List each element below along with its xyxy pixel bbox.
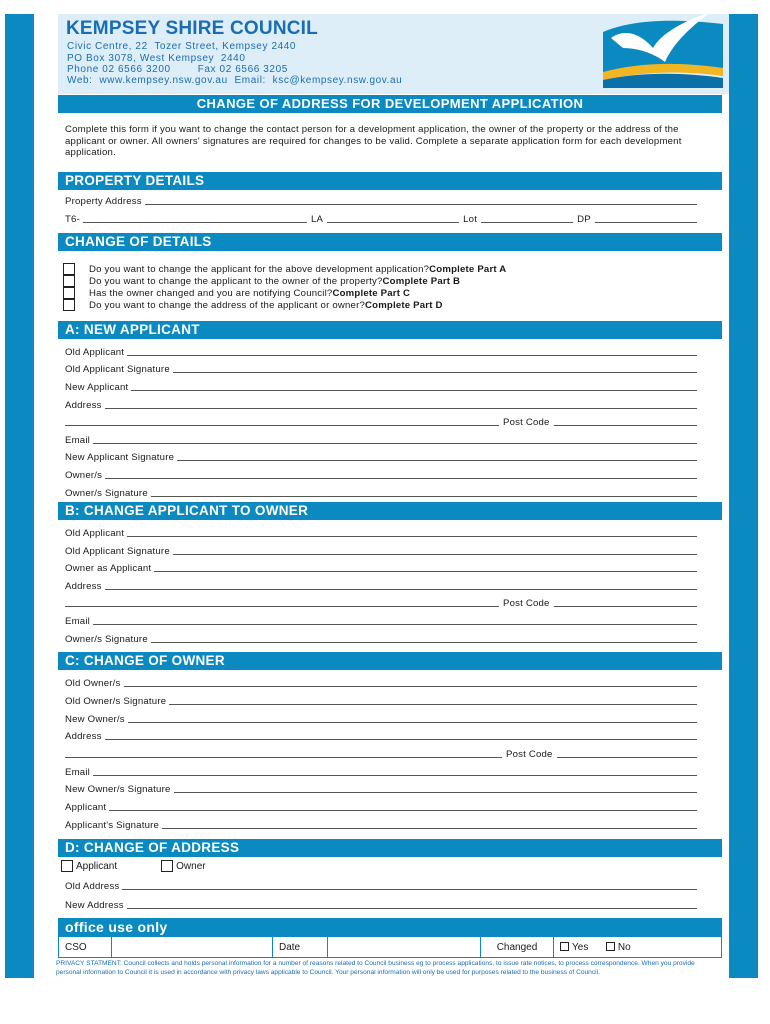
old-applicant-field[interactable]: Old Applicant xyxy=(65,526,697,539)
header-line: PO Box 3078, West Kempsey 2440 xyxy=(67,53,246,64)
checkbox[interactable] xyxy=(63,287,75,299)
header-line: Civic Centre, 22 Tozer Street, Kempsey 2440 xyxy=(67,41,297,52)
address-postcode-field[interactable]: Post Code xyxy=(65,415,697,428)
new-address-field[interactable]: New Address xyxy=(65,898,697,911)
section-change-of-details: CHANGE OF DETAILS xyxy=(58,233,722,251)
cso-label: CSO xyxy=(59,937,112,958)
field-label: Lot xyxy=(463,214,478,225)
address-field[interactable]: Address xyxy=(65,729,697,742)
form-title: CHANGE OF ADDRESS FOR DEVELOPMENT APPLICATION xyxy=(58,95,722,113)
section-part-a: A: NEW APPLICANT xyxy=(58,321,722,339)
section-part-d: D: CHANGE OF ADDRESS xyxy=(58,839,722,857)
email-field[interactable]: Email xyxy=(65,614,697,627)
change-option[interactable]: Do you want to change the applicant for the above development application? Complete Part A xyxy=(63,263,713,275)
applicant-field[interactable]: Applicant xyxy=(65,800,697,813)
office-use-table xyxy=(58,936,722,958)
council-name: KEMPSEY SHIRE COUNCIL xyxy=(66,18,318,39)
old-applicant-signature-field[interactable]: Old Applicant Signature xyxy=(65,544,697,557)
old-owners-field[interactable]: Old Owner/s xyxy=(65,676,697,689)
property-address-field[interactable] xyxy=(65,194,697,207)
email-field[interactable]: Email xyxy=(65,433,697,446)
privacy-statement: PRIVACY STATMENT: Council collects and holds personal information for a number of reasons related to Council business eg to process applications, to issue rate notices, to process correspondence. When you provide personal information to Council it is used in accordance with privacy laws applicable to Council. Your personal information will only be used for purposes related to the business of Council. xyxy=(56,960,695,976)
no-checkbox[interactable] xyxy=(606,942,615,951)
cso-cell[interactable] xyxy=(112,937,273,958)
applicant-checkbox[interactable] xyxy=(61,860,73,872)
property-lot-fields[interactable] xyxy=(65,212,697,225)
left-margin-bar xyxy=(5,14,34,978)
council-logo-icon xyxy=(601,14,726,88)
part-d-options xyxy=(61,860,206,872)
new-applicant-field[interactable]: New Applicant xyxy=(65,380,697,393)
applicant-checkbox-label: Applicant xyxy=(76,860,118,872)
section-part-b: B: CHANGE APPLICANT TO OWNER xyxy=(58,502,722,520)
intro-text: Complete this form if you want to change the contact person for a development application, the owner of the property or the address of the applicant or owner. All owners' signatures are required for changes to be valid. Complete a separate application form for each development application. xyxy=(65,124,682,159)
new-owners-field[interactable]: New Owner/s xyxy=(65,712,697,725)
section-property-details: PROPERTY DETAILS xyxy=(58,172,722,190)
date-label: Date xyxy=(273,937,328,958)
field-label: DP xyxy=(577,214,591,225)
field-label: T6- xyxy=(65,214,80,225)
section-part-c: C: CHANGE OF OWNER xyxy=(58,652,722,670)
checkbox[interactable] xyxy=(63,275,75,287)
new-applicant-signature-field[interactable]: New Applicant Signature xyxy=(65,450,697,463)
council-header xyxy=(58,14,729,94)
field-label: Property Address xyxy=(65,196,142,207)
change-option[interactable]: Do you want to change the applicant to the owner of the property? Complete Part B xyxy=(63,275,713,287)
form-page xyxy=(34,14,729,978)
yes-checkbox[interactable] xyxy=(560,942,569,951)
old-applicant-signature-field[interactable]: Old Applicant Signature xyxy=(65,362,697,375)
owner-checkbox-label: Owner xyxy=(176,860,206,872)
address-field[interactable]: Address xyxy=(65,398,697,411)
owner-checkbox[interactable] xyxy=(161,860,173,872)
date-cell[interactable] xyxy=(328,937,481,958)
owners-field[interactable]: Owner/s xyxy=(65,468,697,481)
old-owners-signature-field[interactable]: Old Owner/s Signature xyxy=(65,694,697,707)
address-postcode-field[interactable]: Post Code xyxy=(65,596,697,609)
checkbox[interactable] xyxy=(63,299,75,311)
changed-options: Yes No xyxy=(554,937,722,958)
address-field[interactable]: Address xyxy=(65,579,697,592)
right-margin-bar xyxy=(729,14,758,978)
owner-as-applicant-field[interactable]: Owner as Applicant xyxy=(65,561,697,574)
header-line: Phone 02 6566 3200 Fax 02 6566 3205 xyxy=(67,64,288,75)
field-label: LA xyxy=(311,214,324,225)
changed-label: Changed xyxy=(481,937,554,958)
change-option[interactable]: Has the owner changed and you are notifying Council? Complete Part C xyxy=(63,287,713,299)
new-owners-signature-field[interactable]: New Owner/s Signature xyxy=(65,782,697,795)
old-address-field[interactable]: Old Address xyxy=(65,879,697,892)
change-option[interactable]: Do you want to change the address of the applicant or owner? Complete Part D xyxy=(63,299,713,311)
address-postcode-field[interactable]: Post Code xyxy=(65,747,697,760)
applicant-signature-field[interactable]: Applicant's Signature xyxy=(65,818,697,831)
email-field[interactable]: Email xyxy=(65,765,697,778)
old-applicant-field[interactable]: Old Applicant xyxy=(65,345,697,358)
header-line: Web: www.kempsey.nsw.gov.au Email: ksc@kempsey.nsw.gov.au xyxy=(67,75,403,86)
section-office-use: office use only xyxy=(58,918,722,936)
owners-signature-field[interactable]: Owner/s Signature xyxy=(65,632,697,645)
owners-signature-field[interactable]: Owner/s Signature xyxy=(65,486,697,499)
checkbox[interactable] xyxy=(63,263,75,275)
